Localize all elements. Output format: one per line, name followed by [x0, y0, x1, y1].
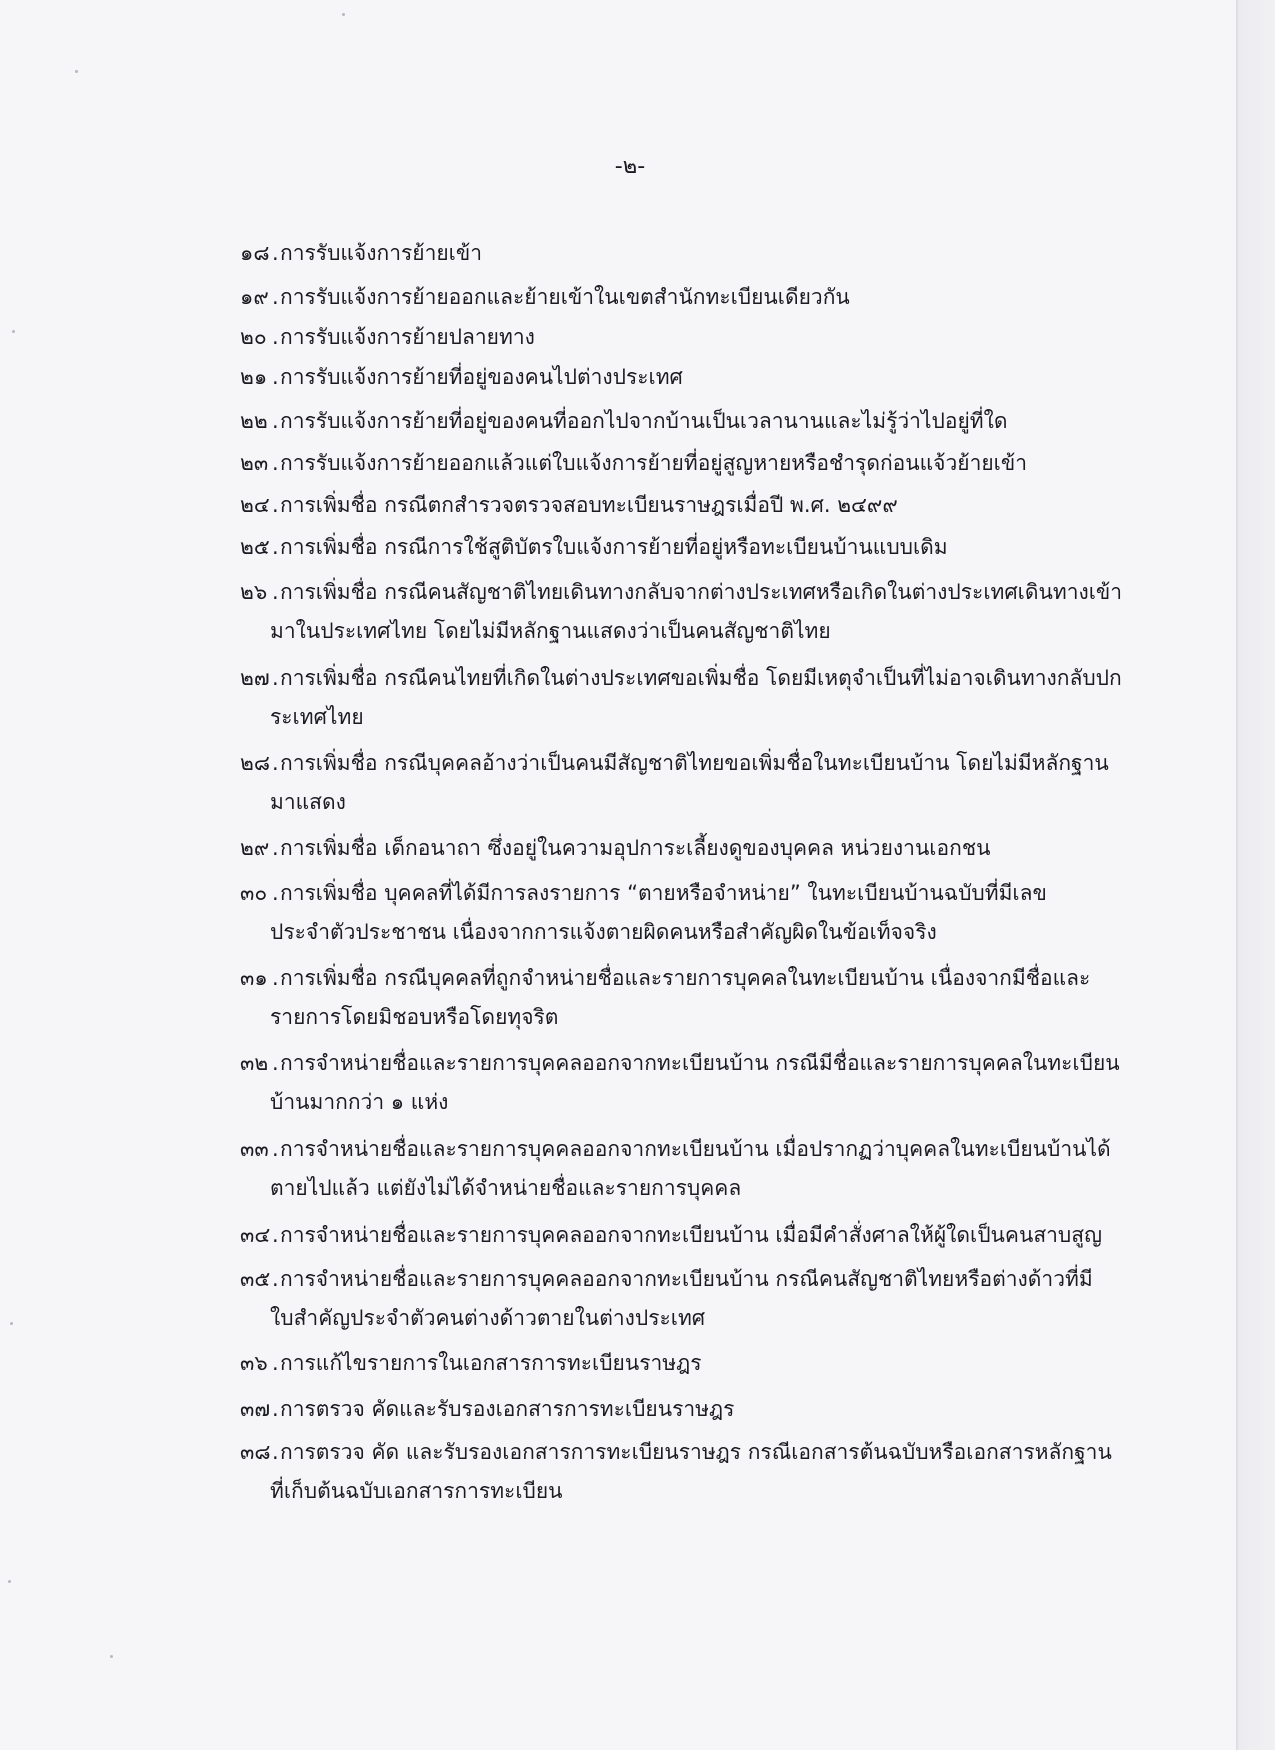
list-item-separator: .: [272, 1440, 279, 1464]
list-item-separator: .: [272, 580, 279, 604]
list-item: [240, 486, 1100, 524]
list-item: [240, 528, 1100, 566]
list-item-number: ๓๓: [240, 1137, 269, 1161]
list-item-text: การเพิ่มชื่อ เด็กอนาถา ซึ่งอยู่ในความอุปการะเลี้ยงดูของบุคคล หน่วยงานเอกชน: [280, 836, 991, 860]
list-item-number: ๓๒: [240, 1051, 269, 1075]
list-item-number: ๒๘: [240, 751, 271, 775]
list-item: [240, 1216, 1100, 1254]
list-item-text: การรับแจ้งการย้ายปลายทาง: [280, 325, 535, 349]
list-item-separator: .: [272, 365, 279, 389]
list-item: [240, 1044, 1120, 1123]
list-item: [240, 1344, 1100, 1382]
list-item-number: ๓๐: [240, 881, 268, 905]
list-item-text: การรับแจ้งการย้ายออกแล้วแต่ใบแจ้งการย้ายที่อยู่สูญหายหรือชำรุดก่อนแจ้วย้ายเข้า: [280, 451, 1027, 475]
list-item-number: ๒๒: [240, 409, 268, 433]
list-item: [240, 318, 1100, 356]
list-item-separator: .: [272, 751, 279, 775]
list-item-separator: .: [272, 409, 279, 433]
list-item: [240, 402, 1100, 440]
list-item-text: การเพิ่มชื่อ กรณีบุคคลอ้างว่าเป็นคนมีสัญชาติไทยขอเพิ่มชื่อในทะเบียนบ้าน โดยไม่มีหลักฐาน: [280, 751, 1109, 775]
list-item-text: การรับแจ้งการย้ายที่อยู่ของคนไปต่างประเทศ: [280, 365, 683, 389]
list-item-number: ๑๙: [240, 285, 269, 309]
list-item-text-continued: ที่เก็บต้นฉบับเอกสารการทะเบียน: [270, 1479, 563, 1503]
list-item-text: การเพิ่มชื่อ บุคคลที่ได้มีการลงรายการ “ตายหรือจำหน่าย” ในทะเบียนบ้านฉบับที่มีเลข: [280, 881, 1047, 905]
list-item-number: ๓๔: [240, 1223, 271, 1247]
list-item-separator: .: [272, 1051, 279, 1075]
list-item-text-continued: ใบสำคัญประจำตัวคนต่างด้าวตายในต่างประเทศ: [270, 1306, 706, 1330]
list-item-text: การตรวจ คัดและรับรองเอกสารการทะเบียนราษฎร: [280, 1397, 735, 1421]
list-item: [240, 1260, 1100, 1339]
list-item: [240, 444, 1100, 482]
list-item-separator: .: [272, 1267, 279, 1291]
page-number: -๒-: [614, 154, 646, 179]
list-item-separator: .: [272, 836, 279, 860]
list-item: [240, 234, 1100, 272]
list-item-text: การตรวจ คัด และรับรองเอกสารการทะเบียนราษฎร กรณีเอกสารต้นฉบับหรือเอกสารหลักฐาน: [280, 1440, 1112, 1464]
list-item-text: การรับแจ้งการย้ายที่อยู่ของคนที่ออกไปจากบ้านเป็นเวลานานและไม่รู้ว่าไปอยู่ที่ใด: [280, 409, 1008, 433]
list-item-text: การจำหน่ายชื่อและรายการบุคคลออกจากทะเบียนบ้าน กรณีคนสัญชาติไทยหรือต่างด้าวที่มี: [280, 1267, 1093, 1291]
list-item-number: ๒๔: [240, 493, 270, 517]
list-item-separator: .: [272, 1137, 279, 1161]
list-item-number: ๒๕: [240, 535, 270, 559]
list-item-text: การรับแจ้งการย้ายออกและย้ายเข้าในเขตสำนักทะเบียนเดียวกัน: [280, 285, 850, 309]
list-item-text-continued: ตายไปแล้ว แต่ยังไม่ได้จำหน่ายชื่อและรายการบุคคล: [270, 1176, 742, 1200]
list-item-number: ๒๓: [240, 451, 269, 475]
list-item-number: ๓๘: [240, 1440, 271, 1464]
list-item-number: ๒๑: [240, 365, 268, 389]
list-item-separator: .: [272, 493, 279, 517]
list-item: [240, 959, 1100, 1038]
list-item-separator: .: [272, 325, 279, 349]
list-item-number: ๒๙: [240, 836, 270, 860]
list-item-number: ๒๐: [240, 325, 267, 349]
list-item: [240, 829, 1100, 867]
list-item-number: ๓๗: [240, 1397, 271, 1421]
list-item-text: การจำหน่ายชื่อและรายการบุคคลออกจากทะเบียนบ้าน เมื่อมีคำสั่งศาลให้ผู้ใดเป็นคนสาบสูญ: [280, 1223, 1102, 1247]
list-item: [240, 1390, 1100, 1428]
list-item: [240, 744, 1109, 823]
list-item-separator: .: [272, 881, 279, 905]
list-item-separator: .: [272, 1397, 279, 1421]
list-item-separator: .: [272, 966, 279, 990]
list-item-text-continued: บ้านมากกว่า ๑ แห่ง: [270, 1090, 449, 1114]
list-item-separator: .: [272, 535, 279, 559]
list-item: [240, 874, 1100, 953]
list-item-text-continued: ประจำตัวประชาชน เนื่องจากการแจ้งตายผิดคนหรือสำคัญผิดในข้อเท็จจริง: [270, 920, 937, 944]
list-item-text: การเพิ่มชื่อ กรณีคนไทยที่เกิดในต่างประเทศขอเพิ่มชื่อ โดยมีเหตุจำเป็นที่ไม่อาจเดินทางกลับปก: [280, 666, 1122, 690]
list-item-text: การเพิ่มชื่อ กรณีบุคคลที่ถูกจำหน่ายชื่อและรายการบุคคลในทะเบียนบ้าน เนื่องจากมีชื่อและ: [280, 966, 1091, 990]
list-item-text: การจำหน่ายชื่อและรายการบุคคลออกจากทะเบียนบ้าน กรณีมีชื่อและรายการบุคคลในทะเบียน: [280, 1051, 1120, 1075]
list-item-number: ๓๖: [240, 1351, 268, 1375]
list-item-text: การเพิ่มชื่อ กรณีการใช้สูติบัตรใบแจ้งการย้ายที่อยู่หรือทะเบียนบ้านแบบเดิม: [280, 535, 948, 559]
list-item-text: การเพิ่มชื่อ กรณีคนสัญชาติไทยเดินทางกลับจากต่างประเทศหรือเกิดในต่างประเทศเดินทางเข้า: [280, 580, 1123, 604]
list-item: [240, 358, 1100, 396]
scan-page-edge: [1236, 0, 1275, 1750]
list-item-number: ๑๘: [240, 241, 270, 265]
list-item-text-continued: มาในประเทศไทย โดยไม่มีหลักฐานแสดงว่าเป็นคนสัญชาติไทย: [270, 619, 831, 643]
list-item-text-continued: ระเทศไทย: [270, 705, 364, 729]
list-item-text-continued: มาแสดง: [270, 790, 346, 814]
list-item-number: ๓๕: [240, 1267, 271, 1291]
list-item-separator: .: [272, 1223, 279, 1247]
list-item-separator: .: [272, 241, 279, 265]
list-item-separator: .: [272, 666, 279, 690]
list-item-number: ๒๖: [240, 580, 268, 604]
list-item-text: การรับแจ้งการย้ายเข้า: [280, 241, 483, 265]
list-item-number: ๓๑: [240, 966, 268, 990]
list-item-text: การแก้ไขรายการในเอกสารการทะเบียนราษฎร: [280, 1351, 702, 1375]
list-item-number: ๒๗: [240, 666, 270, 690]
list-item: [240, 1433, 1112, 1512]
list-item-text: การจำหน่ายชื่อและรายการบุคคลออกจากทะเบียนบ้าน เมื่อปรากฏว่าบุคคลในทะเบียนบ้านได้: [280, 1137, 1111, 1161]
list-item: [240, 573, 1123, 652]
list-item-text-continued: รายการโดยมิชอบหรือโดยทุจริต: [270, 1005, 559, 1029]
list-item-separator: .: [272, 1351, 279, 1375]
list-item: [240, 1130, 1111, 1209]
list-item-separator: .: [272, 451, 279, 475]
list-item-text: การเพิ่มชื่อ กรณีตกสำรวจตรวจสอบทะเบียนราษฎรเมื่อปี พ.ศ. ๒๔๙๙: [280, 493, 898, 517]
list-item: [240, 278, 1100, 316]
list-item: [240, 659, 1122, 738]
list-item-separator: .: [272, 285, 279, 309]
